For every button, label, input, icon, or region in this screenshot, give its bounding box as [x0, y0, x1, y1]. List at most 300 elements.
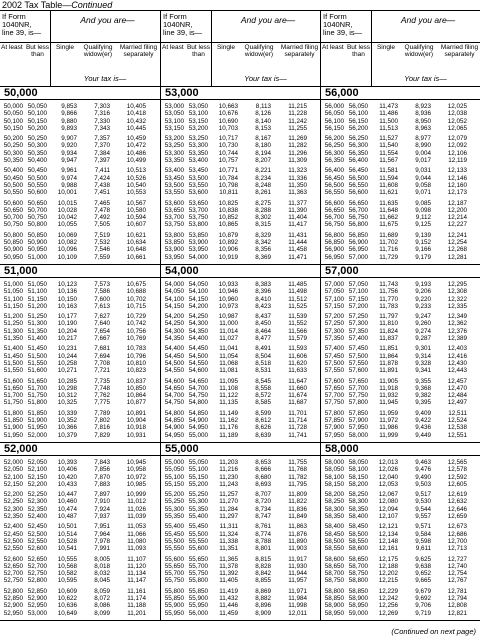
married-tax-cell: 10,702	[126, 295, 146, 303]
single-tax-cell: 11,068	[219, 359, 238, 367]
widow-tax-cell: 9,611	[415, 545, 431, 553]
single-tax-cell: 10,258	[57, 359, 77, 367]
at-least-cell: 56,900	[324, 246, 344, 254]
single-tax-cell: 10,501	[57, 523, 77, 531]
single-tax-cell: 10,015	[57, 199, 77, 207]
married-tax-cell: 10,769	[126, 335, 146, 343]
at-least-cell: 50,650	[3, 206, 23, 214]
row-group	[0, 585, 160, 617]
widow-tax-cell: 9,098	[415, 206, 431, 214]
widow-tax-cell: 8,072	[94, 595, 110, 603]
widow-tax-cell: 8,612	[255, 417, 271, 425]
widow-tax-cell: 8,963	[415, 124, 431, 132]
single-tax-cell: 10,406	[57, 466, 77, 474]
at-least-cell: 55,700	[164, 570, 184, 578]
but-less-cell: 55,200	[188, 480, 208, 488]
married-tax-cell: 11,498	[288, 288, 307, 296]
widow-tax-cell: 9,422	[415, 417, 431, 425]
married-tax-cell: 12,727	[447, 555, 467, 563]
single-tax-cell: 11,041	[219, 345, 238, 353]
but-less-cell: 52,050	[27, 459, 47, 466]
at-least-cell: 53,650	[164, 206, 184, 214]
single-tax-cell: 12,161	[378, 545, 398, 553]
widow-tax-cell: 9,314	[415, 352, 431, 360]
married-tax-cell: 12,511	[448, 409, 467, 417]
at-least-cell: 56,400	[324, 167, 344, 175]
married-tax-cell: 12,808	[447, 602, 467, 610]
table-row	[321, 378, 480, 385]
married-tax-cell: 10,999	[126, 491, 146, 499]
at-least-cell: 57,350	[324, 335, 344, 343]
single-tax-cell: 10,366	[57, 424, 77, 432]
married-tax-cell: 11,390	[288, 206, 307, 214]
widow-tax-cell: 8,059	[94, 587, 110, 595]
single-tax-cell: 10,622	[57, 595, 77, 603]
but-less-cell: 53,250	[188, 135, 208, 143]
single-tax-cell: 10,771	[218, 167, 238, 175]
widow-tax-cell: 9,571	[415, 523, 431, 531]
but-less-cell: 54,750	[188, 392, 208, 400]
but-less-cell: 55,300	[188, 498, 208, 506]
but-less-cell: 52,850	[27, 587, 47, 595]
married-tax-cell: 11,984	[288, 595, 307, 603]
table-row	[0, 466, 160, 473]
single-tax-cell: 10,150	[57, 295, 77, 303]
table-row	[0, 498, 160, 505]
at-least-cell: 50,800	[3, 231, 23, 239]
married-tax-cell: 11,539	[288, 313, 307, 321]
but-less-cell: 56,750	[348, 214, 368, 222]
table-row	[321, 239, 480, 246]
single-tax-cell: 11,932	[379, 392, 398, 400]
income-block	[0, 265, 160, 443]
but-less-cell: 55,250	[188, 491, 208, 499]
widow-tax-cell: 9,517	[415, 491, 431, 499]
at-least-cell: 50,550	[3, 189, 23, 197]
but-less-cell: 57,950	[348, 424, 368, 432]
widow-tax-cell: 7,694	[94, 352, 110, 360]
but-less-cell: 55,800	[188, 577, 208, 585]
block-heading: 52,000	[0, 443, 160, 456]
single-tax-cell: 11,608	[379, 181, 398, 189]
widow-tax-cell: 9,368	[415, 384, 431, 392]
but-less-cell: 53,850	[188, 231, 208, 239]
married-tax-cell: 11,215	[288, 103, 307, 110]
married-tax-cell: 10,675	[126, 281, 146, 288]
row-group	[161, 164, 320, 196]
at-least-cell: 52,100	[3, 473, 23, 481]
single-tax-cell: 11,122	[219, 392, 238, 400]
at-least-cell: 51,050	[3, 288, 23, 296]
table-row	[321, 491, 480, 498]
row-group	[0, 278, 160, 310]
single-tax-cell: 12,202	[378, 570, 398, 578]
widow-tax-cell: 8,653	[255, 459, 271, 466]
married-tax-cell: 11,795	[288, 480, 307, 488]
at-least-label: At least	[322, 44, 344, 51]
page-title	[2, 0, 112, 10]
table-row	[0, 506, 160, 513]
at-least-cell: 54,450	[164, 352, 184, 360]
at-least-cell: 57,250	[324, 320, 344, 328]
table-row	[0, 432, 160, 439]
widow-tax-cell: 7,640	[94, 320, 110, 328]
at-least-cell: 54,050	[164, 288, 184, 296]
married-tax-cell: 12,794	[447, 595, 467, 603]
but-less-cell: 55,150	[188, 473, 208, 481]
married-tax-cell: 12,781	[447, 587, 467, 595]
at-least-cell: 58,050	[324, 466, 344, 474]
single-tax-cell: 12,229	[378, 587, 398, 595]
single-tax-cell: 11,203	[219, 459, 238, 466]
table-row	[321, 142, 480, 149]
widow-tax-cell: 7,897	[94, 491, 110, 499]
married-tax-cell: 10,850	[126, 384, 146, 392]
married-tax-cell: 11,741	[288, 431, 307, 439]
widow-tax-cell: 8,882	[255, 595, 271, 603]
table-row	[321, 399, 480, 406]
but-less-cell: 57,250	[348, 313, 368, 321]
table-row	[0, 296, 160, 303]
table-row	[321, 246, 480, 253]
single-tax-cell: 10,163	[57, 302, 77, 310]
but-less-cell: 52,200	[27, 480, 47, 488]
widow-tax-cell: 8,545	[255, 377, 271, 385]
row-group	[161, 310, 320, 342]
but-less-cell: 51,950	[27, 424, 47, 432]
married-tax-cell: 11,309	[288, 157, 307, 165]
married-tax-cell: 11,512	[288, 295, 307, 303]
single-tax-cell: 11,095	[219, 377, 238, 385]
at-least-cell: 51,300	[3, 327, 23, 335]
but-less-cell: 53,550	[188, 181, 208, 189]
but-less-cell: 54,500	[188, 352, 208, 360]
widow-tax-cell: 8,423	[255, 302, 271, 310]
header-rule	[211, 11, 212, 87]
at-least-cell: 58,000	[324, 459, 344, 466]
at-least-cell: 55,800	[164, 587, 184, 595]
at-least-cell: 51,950	[3, 431, 23, 439]
widow-tax-cell: 8,140	[255, 117, 271, 125]
row-group	[161, 520, 320, 552]
widow-tax-cell: 8,491	[255, 345, 271, 353]
table-row	[0, 125, 160, 132]
table-row	[321, 175, 480, 182]
married-tax-cell: 11,863	[288, 523, 307, 531]
table-row	[321, 320, 480, 327]
married-separately-label: Married filing separately	[440, 44, 479, 58]
column-header	[321, 11, 480, 87]
at-least-cell: 53,300	[164, 149, 184, 157]
but-less-cell: 54,100	[188, 288, 208, 296]
single-tax-cell: 12,269	[378, 609, 398, 617]
but-less-cell: 50,150	[27, 117, 47, 125]
married-tax-cell: 11,768	[288, 466, 307, 474]
but-less-cell: 54,800	[188, 399, 208, 407]
at-least-cell: 51,250	[3, 320, 23, 328]
widow-tax-cell: 8,005	[94, 555, 110, 563]
at-least-cell: 54,700	[164, 392, 184, 400]
single-tax-cell: 11,986	[379, 424, 398, 432]
at-least-cell: 54,550	[164, 367, 184, 375]
widow-tax-cell: 9,476	[415, 466, 431, 474]
at-least-cell: 50,250	[3, 142, 23, 150]
at-least-cell: 56,850	[324, 239, 344, 247]
table-row	[0, 588, 160, 595]
single-tax-cell: 11,378	[219, 562, 238, 570]
but-less-cell: 54,700	[188, 384, 208, 392]
income-block	[161, 265, 320, 443]
widow-tax-cell: 7,829	[94, 431, 110, 439]
single-tax-cell: 12,256	[378, 602, 398, 610]
at-least-cell: 57,500	[324, 359, 344, 367]
single-tax-cell: 12,242	[378, 595, 398, 603]
married-tax-cell: 10,864	[126, 392, 146, 400]
married-tax-cell: 10,567	[126, 199, 146, 207]
if-form-label: If Form 1040NR, line 39, is—	[323, 12, 363, 37]
table-row	[0, 385, 160, 392]
table-row	[161, 432, 320, 439]
widow-tax-cell: 9,355	[415, 377, 431, 385]
at-least-cell: 56,500	[324, 181, 344, 189]
widow-tax-cell: 8,518	[255, 359, 271, 367]
at-least-cell: 51,150	[3, 302, 23, 310]
table-row	[0, 417, 160, 424]
single-tax-cell: 10,595	[57, 577, 77, 585]
row-group	[0, 342, 160, 374]
widow-tax-cell: 7,492	[94, 214, 110, 222]
but-less-cell: 50,950	[27, 246, 47, 254]
row-group	[321, 164, 480, 196]
and-you-are-label: And you are—	[400, 15, 456, 25]
table-row	[321, 595, 480, 602]
married-tax-cell: 11,606	[288, 352, 307, 360]
and-you-are-label: And you are—	[240, 15, 296, 25]
married-tax-cell: 11,134	[127, 570, 146, 578]
single-tax-cell: 9,988	[61, 181, 77, 189]
table-row	[0, 556, 160, 563]
at-least-cell: 51,350	[3, 335, 23, 343]
but-less-cell: 55,950	[188, 602, 208, 610]
at-least-cell: 51,900	[3, 424, 23, 432]
at-least-cell: 57,200	[324, 313, 344, 321]
at-least-cell: 53,600	[164, 199, 184, 207]
married-tax-cell: 11,714	[288, 417, 307, 425]
table-row	[321, 610, 480, 617]
but-less-cell: 52,950	[27, 602, 47, 610]
table-row	[161, 110, 320, 117]
at-least-cell: 52,050	[3, 466, 23, 474]
at-least-cell: 53,250	[164, 142, 184, 150]
but-less-cell: 54,550	[188, 359, 208, 367]
married-tax-cell: 12,605	[447, 480, 467, 488]
table-row	[321, 513, 480, 520]
table-row	[0, 150, 160, 157]
widow-tax-cell: 7,910	[94, 498, 110, 506]
row-group	[321, 488, 480, 520]
married-tax-cell: 12,011	[288, 609, 307, 617]
widow-tax-cell: 8,950	[415, 117, 431, 125]
table-row	[321, 545, 480, 552]
at-least-cell: 57,100	[324, 295, 344, 303]
widow-tax-cell: 9,287	[415, 335, 431, 343]
but-less-cell: 57,200	[348, 302, 368, 310]
at-least-cell: 53,850	[164, 239, 184, 247]
widow-tax-cell: 8,302	[255, 214, 271, 222]
but-less-cell: 51,350	[27, 327, 47, 335]
row-group	[321, 407, 480, 439]
widow-tax-cell: 8,896	[255, 602, 271, 610]
at-least-cell: 55,200	[164, 491, 184, 499]
row-group	[321, 229, 480, 261]
but-less-cell: 57,850	[348, 409, 368, 417]
at-least-label: At least	[1, 44, 23, 51]
married-tax-cell: 10,526	[126, 174, 146, 182]
single-tax-cell: 10,541	[57, 545, 77, 553]
table-row	[321, 432, 480, 439]
table-row	[321, 353, 480, 360]
single-tax-cell: 10,946	[218, 288, 238, 296]
married-tax-cell: 11,228	[288, 110, 307, 118]
but-less-cell: 52,750	[27, 570, 47, 578]
but-less-cell: 56,600	[348, 189, 368, 197]
widow-tax-cell: 9,638	[415, 562, 431, 570]
but-less-cell: 51,300	[27, 320, 47, 328]
married-tax-cell: 10,594	[126, 214, 146, 222]
at-least-cell: 57,700	[324, 392, 344, 400]
married-tax-cell: 11,755	[288, 459, 307, 466]
widow-tax-cell: 8,086	[94, 602, 110, 610]
at-least-cell: 58,150	[324, 480, 344, 488]
row-group	[161, 488, 320, 520]
single-tax-cell: 12,107	[378, 513, 398, 521]
single-tax-cell: 11,675	[379, 221, 398, 229]
single-tax-cell: 10,555	[57, 555, 77, 563]
but-less-cell: 55,000	[188, 431, 208, 439]
table-row	[321, 167, 480, 174]
but-less-than-label: But less than	[346, 44, 371, 58]
but-less-cell: 53,050	[188, 103, 208, 110]
table-row	[0, 367, 160, 374]
married-tax-cell: 10,877	[126, 399, 146, 407]
at-least-cell: 50,300	[3, 149, 23, 157]
table-row	[321, 110, 480, 117]
table-row	[161, 189, 320, 196]
widow-tax-cell: 8,261	[255, 189, 271, 197]
table-row	[0, 378, 160, 385]
single-tax-cell: 11,297	[219, 513, 238, 521]
table-row	[321, 313, 480, 320]
widow-tax-cell: 9,328	[415, 359, 431, 367]
single-tax-cell: 9,974	[61, 174, 77, 182]
at-least-cell: 56,950	[324, 253, 344, 261]
but-less-cell: 58,950	[348, 602, 368, 610]
but-less-cell: 50,650	[27, 199, 47, 207]
at-least-cell: 57,050	[324, 288, 344, 296]
but-less-cell: 51,750	[27, 392, 47, 400]
single-tax-cell: 12,188	[378, 562, 398, 570]
widow-tax-cell: 7,856	[94, 466, 110, 474]
at-least-cell: 51,500	[3, 359, 23, 367]
but-less-cell: 50,350	[27, 149, 47, 157]
single-tax-cell: 10,325	[57, 399, 77, 407]
married-tax-cell: 11,242	[288, 117, 307, 125]
table-row	[0, 513, 160, 520]
table-row	[0, 328, 160, 335]
married-tax-cell: 10,918	[126, 424, 146, 432]
but-less-cell: 58,200	[348, 480, 368, 488]
but-less-cell: 56,150	[348, 117, 368, 125]
single-tax-cell: 10,973	[218, 302, 238, 310]
but-less-cell: 57,900	[348, 417, 368, 425]
but-less-cell: 52,700	[27, 562, 47, 570]
but-less-cell: 51,000	[27, 253, 47, 261]
at-least-cell: 56,250	[324, 142, 344, 150]
at-least-cell: 57,300	[324, 327, 344, 335]
table-row	[161, 563, 320, 570]
married-tax-cell: 10,796	[126, 352, 146, 360]
but-less-cell: 53,350	[188, 149, 208, 157]
at-least-cell: 58,550	[324, 545, 344, 553]
married-tax-cell: 12,322	[447, 295, 467, 303]
your-tax-is-label: Your tax is—	[244, 74, 287, 83]
single-tax-cell: 11,392	[219, 570, 238, 578]
header-rule	[371, 11, 372, 87]
table-row	[0, 602, 160, 609]
table-row	[0, 175, 160, 182]
single-tax-cell: 10,582	[57, 570, 77, 578]
widow-tax-cell: 8,720	[255, 498, 271, 506]
married-tax-cell: 12,592	[447, 473, 467, 481]
table-row	[161, 303, 320, 310]
table-row	[0, 491, 160, 498]
but-less-cell: 56,300	[348, 142, 368, 150]
single-tax-cell: 11,405	[219, 577, 238, 585]
at-least-cell: 58,500	[324, 537, 344, 545]
single-tax-cell: 11,918	[379, 384, 398, 392]
tax-table	[0, 11, 480, 621]
married-tax-cell: 11,026	[127, 505, 146, 513]
single-tax-cell: 10,987	[218, 313, 238, 321]
widow-tax-cell: 8,869	[255, 587, 271, 595]
but-less-cell: 54,950	[188, 424, 208, 432]
married-tax-cell: 12,578	[447, 466, 467, 474]
single-tax-cell: 10,663	[218, 103, 238, 110]
table-row	[0, 360, 160, 367]
single-tax-cell: 11,999	[379, 431, 398, 439]
but-less-cell: 52,300	[27, 498, 47, 506]
row-group	[321, 553, 480, 585]
table-row	[161, 288, 320, 295]
at-least-cell: 54,350	[164, 335, 184, 343]
widow-tax-cell: 8,126	[255, 110, 271, 118]
but-less-cell: 55,050	[188, 459, 208, 466]
but-less-cell: 58,650	[348, 555, 368, 563]
widow-tax-cell: 8,099	[94, 609, 110, 617]
married-tax-cell: 12,659	[447, 513, 467, 521]
married-tax-cell: 12,443	[447, 367, 467, 375]
widow-tax-cell: 8,234	[255, 174, 271, 182]
but-less-cell: 50,800	[27, 221, 47, 229]
at-least-cell: 50,750	[3, 221, 23, 229]
but-less-cell: 56,200	[348, 124, 368, 132]
income-block	[161, 87, 320, 265]
married-tax-cell: 12,497	[447, 399, 467, 407]
widow-tax-cell: 7,870	[94, 473, 110, 481]
single-tax-cell: 11,338	[219, 537, 238, 545]
at-least-cell: 53,900	[164, 246, 184, 254]
table-row	[321, 459, 480, 466]
